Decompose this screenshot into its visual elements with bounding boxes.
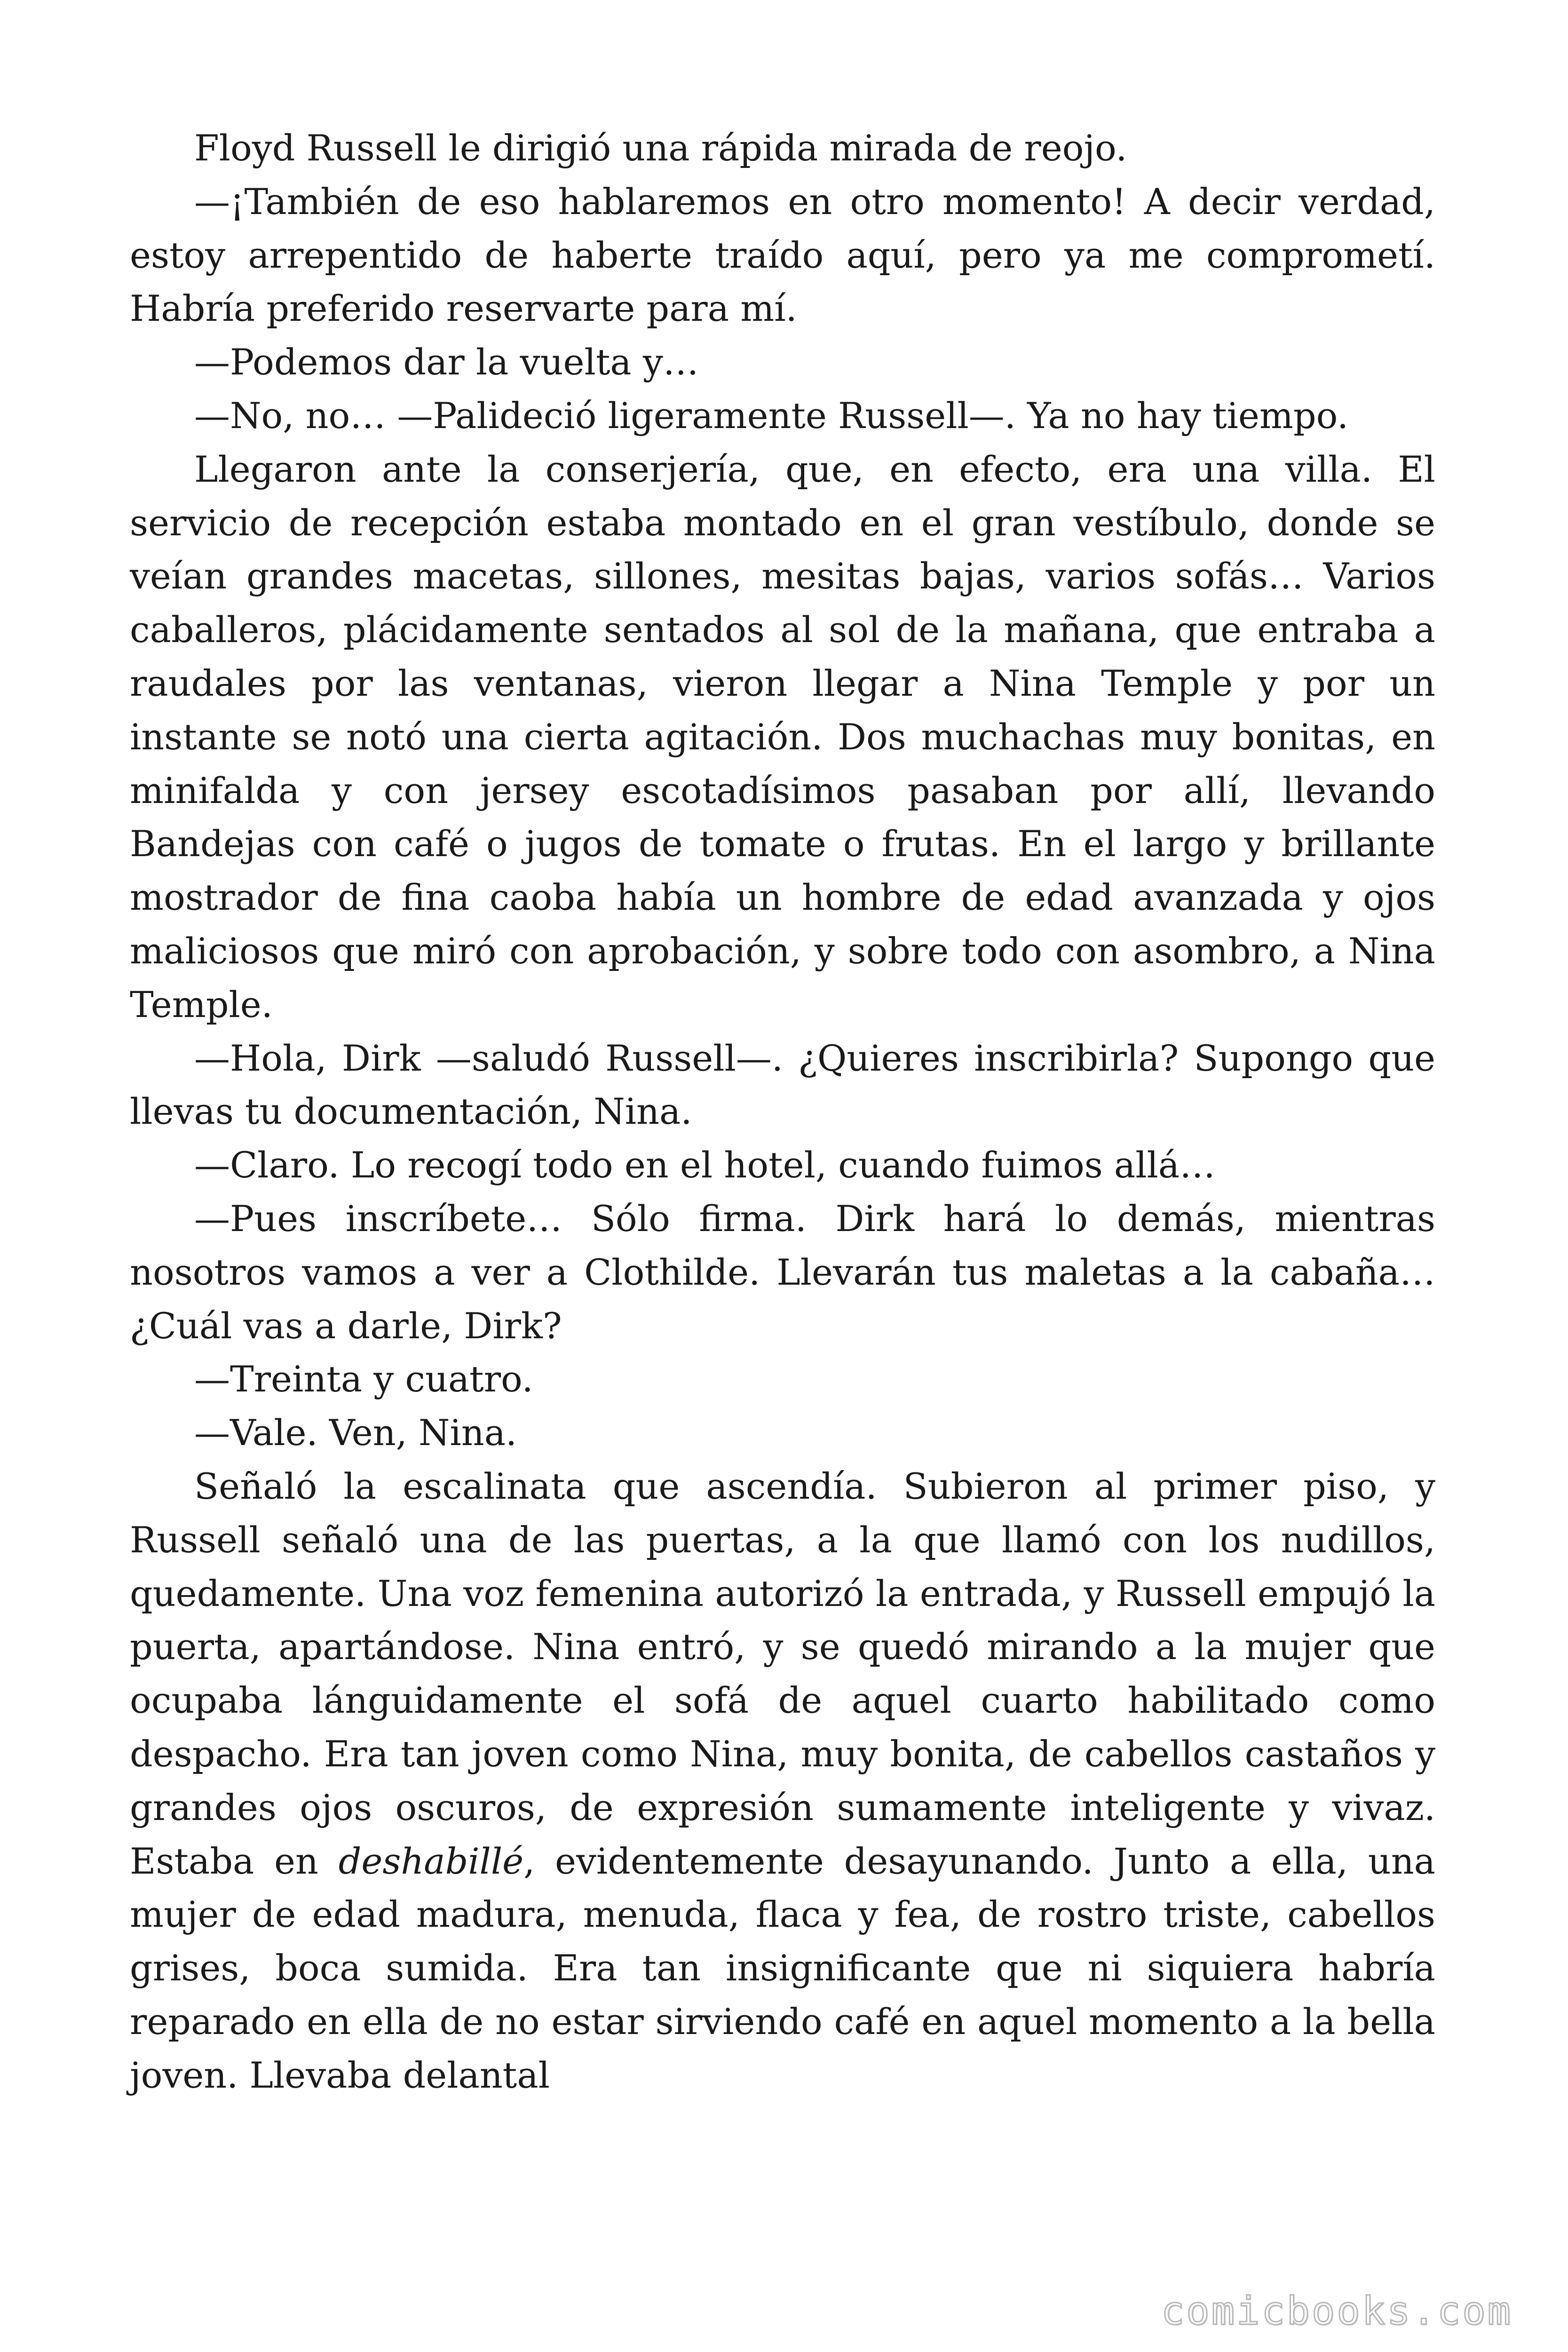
paragraph: —Claro. Lo recogí todo en el hotel, cuando fuimos allá… <box>194 1144 1216 1186</box>
paragraph: —¡También de eso hablaremos en otro momento! A decir verdad, estoy arrepentido de haberte traído aquí, pero ya me comprometí. Habría preferido reservarte para mí. <box>130 180 1435 330</box>
text-run: , evidentemente desayunando. Junto a ella, una mujer de edad madura, menuda, flaca y fea, de rostro triste, cabellos grises, boca sumida. Era tan insignificante que ni siquiera habría reparado en ella de no estar sirviendo café en aquel momento a la bella joven. Llevaba delantal <box>130 1840 1435 2096</box>
paragraph: Floyd Russell le dirigió una rápida mirada de reojo. <box>194 127 1127 169</box>
page-text <box>130 121 1435 2102</box>
italic-word: deshabillé <box>338 1840 524 1882</box>
paragraph: Llegaron ante la conserjería, que, en efecto, era una villa. El servicio de recepción estaba montado en el gran vestíbulo, donde se veían grandes macetas, sillones, mesitas bajas, varios sofás… Varios caballeros, plácidamente sentados al sol de la mañana, que entraba a raudales por las ventanas, vieron llegar a Nina Temple y por un instante se notó una cierta agitación. Dos muchachas muy bonitas, en minifalda y con jersey escotadísimos pasaban por allí, llevando Bandejas con café o jugos de tomate o frutas. En el largo y brillante mostrador de fina caoba había un hombre de edad avanzada y ojos maliciosos que miró con aprobación, y sobre todo con asombro, a Nina Temple. <box>130 448 1435 1025</box>
paragraph: —Hola, Dirk —saludó Russell—. ¿Quieres inscribirla? Supongo que llevas tu documentación, Nina. <box>130 1037 1435 1133</box>
paragraph-last <box>130 1460 1435 2102</box>
paragraph: —Podemos dar la vuelta y… <box>194 341 699 383</box>
paragraph: —Pues inscríbete… Sólo firma. Dirk hará lo demás, mientras nosotros vamos a ver a Clothilde. Llevarán tus maletas a la cabaña… ¿Cuál vas a darle, Dirk? <box>130 1197 1435 1347</box>
watermark: comicbooks.com <box>1161 2289 1513 2334</box>
text-run: Señaló la escalinata que ascendía. Subieron al primer piso, y Russell señaló una de las puertas, a la que llamó con los nudillos, quedamente. Una voz femenina autorizó la entrada, y Russell empujó la puerta, apartándose. Nina entró, y se quedó mirando a la mujer que ocupaba lánguidamente el sofá de aquel cuarto habilitado como despacho. Era tan joven como Nina, muy bonita, de cabellos castaños y grandes ojos oscuros, de expresión sumamente inteligente y vivaz. Estaba en <box>130 1465 1435 1882</box>
paragraph: —Treinta y cuatro. <box>194 1358 533 1400</box>
paragraph: —Vale. Ven, Nina. <box>194 1412 517 1454</box>
paragraph: —No, no… —Palideció ligeramente Russell—. Ya no hay tiempo. <box>194 394 1349 437</box>
